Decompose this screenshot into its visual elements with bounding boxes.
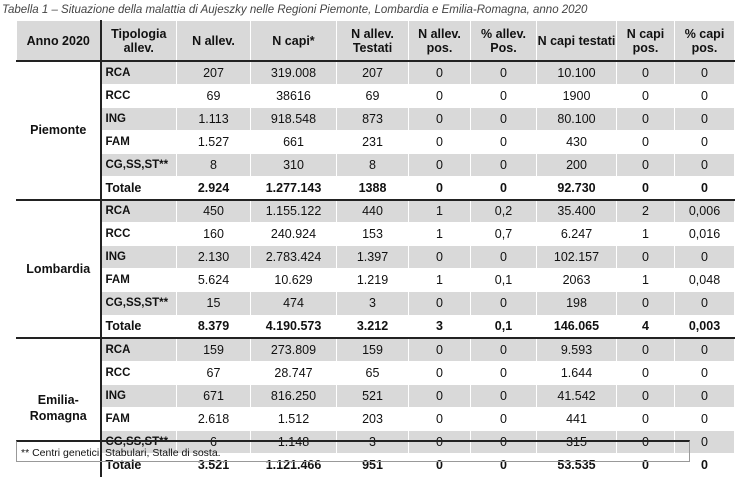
header-cell: % allev. Pos. [471, 21, 537, 62]
value-cell: 2.130 [177, 246, 251, 269]
value-cell: 310 [251, 153, 337, 176]
value-cell: 0 [675, 338, 735, 361]
header-cell: N allev. Testati [337, 21, 409, 62]
value-cell: 1.277.143 [251, 176, 337, 199]
value-cell: 3 [409, 315, 471, 338]
value-cell: 0 [471, 454, 537, 477]
value-cell: 0 [617, 84, 675, 107]
value-cell: 0 [617, 361, 675, 384]
value-cell: 0 [409, 407, 471, 430]
value-cell: 198 [537, 292, 617, 315]
value-cell: 671 [177, 384, 251, 407]
value-cell: 0 [617, 431, 675, 454]
value-cell: 951 [337, 454, 409, 477]
type-cell: RCA [101, 338, 177, 361]
type-cell: RCC [101, 361, 177, 384]
value-cell: 69 [337, 84, 409, 107]
table-row [17, 176, 735, 199]
value-cell: 0,1 [471, 269, 537, 292]
region-name: Lombardia [17, 200, 101, 339]
header-cell: N capi pos. [617, 21, 675, 62]
value-cell: 240.924 [251, 223, 337, 246]
value-cell: 0 [617, 61, 675, 84]
value-cell: 1.397 [337, 246, 409, 269]
header-cell: N capi testati [537, 21, 617, 62]
type-cell: CG,SS,ST** [101, 153, 177, 176]
type-cell: FAM [101, 130, 177, 153]
table-row [17, 107, 735, 130]
value-cell: 203 [337, 407, 409, 430]
value-cell: 0 [617, 246, 675, 269]
value-cell: 0 [675, 107, 735, 130]
value-cell: 80.100 [537, 107, 617, 130]
value-cell: 2 [617, 200, 675, 223]
value-cell: 35.400 [537, 200, 617, 223]
value-cell: 102.157 [537, 246, 617, 269]
value-cell: 0,003 [675, 315, 735, 338]
value-cell: 0 [409, 176, 471, 199]
value-cell: 1 [409, 223, 471, 246]
value-cell: 0 [471, 176, 537, 199]
value-cell: 0 [409, 61, 471, 84]
value-cell: 2063 [537, 269, 617, 292]
value-cell: 0 [409, 431, 471, 454]
type-cell: Totale [101, 454, 177, 477]
value-cell: 4 [617, 315, 675, 338]
value-cell: 0 [675, 61, 735, 84]
value-cell: 10.100 [537, 61, 617, 84]
value-cell: 3.521 [177, 454, 251, 477]
table-body [17, 61, 735, 477]
value-cell: 0,006 [675, 200, 735, 223]
aujeszky-table [16, 20, 735, 477]
type-cell: CG,SS,ST** [101, 431, 177, 454]
type-cell: ING [101, 107, 177, 130]
value-cell: 231 [337, 130, 409, 153]
caption-label: Tabella 1 – [2, 4, 58, 16]
value-cell: 159 [337, 338, 409, 361]
value-cell: 0 [617, 407, 675, 430]
value-cell: 3.212 [337, 315, 409, 338]
header-cell: Tipologia allev. [101, 21, 177, 62]
value-cell: 67 [177, 361, 251, 384]
value-cell: 0 [409, 107, 471, 130]
type-cell: Totale [101, 315, 177, 338]
value-cell: 4.190.573 [251, 315, 337, 338]
header-cell: Anno 2020 [17, 21, 101, 62]
value-cell: 65 [337, 361, 409, 384]
value-cell: 38616 [251, 84, 337, 107]
table-row [17, 315, 735, 338]
value-cell: 1 [409, 269, 471, 292]
value-cell: 0 [409, 338, 471, 361]
value-cell: 0 [471, 246, 537, 269]
value-cell: 441 [537, 407, 617, 430]
value-cell: 0 [471, 84, 537, 107]
value-cell: 0 [471, 292, 537, 315]
value-cell: 0 [471, 407, 537, 430]
value-cell: 319.008 [251, 61, 337, 84]
table-caption [2, 4, 587, 16]
value-cell: 918.548 [251, 107, 337, 130]
value-cell: 69 [177, 84, 251, 107]
value-cell: 0 [409, 454, 471, 477]
value-cell: 0 [675, 384, 735, 407]
value-cell: 0,7 [471, 223, 537, 246]
value-cell: 0 [675, 84, 735, 107]
type-cell: CG,SS,ST** [101, 292, 177, 315]
header-cell: N allev. pos. [409, 21, 471, 62]
value-cell: 0 [471, 130, 537, 153]
value-cell: 0 [617, 454, 675, 477]
value-cell: 0 [409, 292, 471, 315]
value-cell: 15 [177, 292, 251, 315]
value-cell: 8.379 [177, 315, 251, 338]
type-cell: RCC [101, 84, 177, 107]
value-cell: 1.155.122 [251, 200, 337, 223]
table-row [17, 338, 735, 361]
value-cell: 1 [617, 269, 675, 292]
value-cell: 207 [337, 61, 409, 84]
value-cell: 273.809 [251, 338, 337, 361]
value-cell: 0 [409, 361, 471, 384]
table-row [17, 407, 735, 430]
header-cell: N allev. [177, 21, 251, 62]
value-cell: 1388 [337, 176, 409, 199]
value-cell: 2.618 [177, 407, 251, 430]
table-row [17, 130, 735, 153]
value-cell: 1.512 [251, 407, 337, 430]
type-cell: RCA [101, 200, 177, 223]
value-cell: 474 [251, 292, 337, 315]
value-cell: 0,1 [471, 315, 537, 338]
value-cell: 8 [337, 153, 409, 176]
header-cell: % capi pos. [675, 21, 735, 62]
region-name: Piemonte [17, 61, 101, 200]
value-cell: 10.629 [251, 269, 337, 292]
value-cell: 0 [617, 384, 675, 407]
table-row [17, 223, 735, 246]
value-cell: 3 [337, 431, 409, 454]
value-cell: 92.730 [537, 176, 617, 199]
table-row [17, 292, 735, 315]
value-cell: 41.542 [537, 384, 617, 407]
value-cell: 28.747 [251, 361, 337, 384]
value-cell: 0,048 [675, 269, 735, 292]
value-cell: 0 [471, 61, 537, 84]
value-cell: 0 [675, 361, 735, 384]
value-cell: 0 [471, 153, 537, 176]
table-row [17, 246, 735, 269]
value-cell: 3 [337, 292, 409, 315]
value-cell: 0 [675, 153, 735, 176]
value-cell: 0 [409, 384, 471, 407]
value-cell: 1.148 [251, 431, 337, 454]
value-cell: 9.593 [537, 338, 617, 361]
value-cell: 6.247 [537, 223, 617, 246]
table-row [17, 384, 735, 407]
table-row [17, 84, 735, 107]
value-cell: 0 [471, 338, 537, 361]
value-cell: 1.644 [537, 361, 617, 384]
value-cell: 146.065 [537, 315, 617, 338]
value-cell: 1 [409, 200, 471, 223]
type-cell: ING [101, 246, 177, 269]
table-row [17, 361, 735, 384]
value-cell: 1900 [537, 84, 617, 107]
value-cell: 430 [537, 130, 617, 153]
value-cell: 159 [177, 338, 251, 361]
type-cell: RCC [101, 223, 177, 246]
value-cell: 153 [337, 223, 409, 246]
value-cell: 0 [675, 407, 735, 430]
value-cell: 2.924 [177, 176, 251, 199]
value-cell: 8 [177, 153, 251, 176]
value-cell: 1.121.466 [251, 454, 337, 477]
value-cell: 1 [617, 223, 675, 246]
value-cell: 450 [177, 200, 251, 223]
value-cell: 0 [409, 246, 471, 269]
value-cell: 0 [471, 361, 537, 384]
value-cell: 873 [337, 107, 409, 130]
value-cell: 1.219 [337, 269, 409, 292]
table-row [17, 200, 735, 223]
value-cell: 0 [617, 130, 675, 153]
value-cell: 0 [471, 384, 537, 407]
value-cell: 0 [617, 153, 675, 176]
value-cell: 160 [177, 223, 251, 246]
header-row [17, 21, 735, 62]
value-cell: 0 [675, 454, 735, 477]
value-cell: 0,016 [675, 223, 735, 246]
type-cell: RCA [101, 61, 177, 84]
caption-text: Situazione della malattia di Aujeszky nelle Regioni Piemonte, Lombardia e Emilia-Romagna, anno 2020 [61, 4, 588, 16]
value-cell: 0 [675, 130, 735, 153]
value-cell: 0 [617, 107, 675, 130]
table-row [17, 153, 735, 176]
value-cell: 521 [337, 384, 409, 407]
value-cell: 1.113 [177, 107, 251, 130]
value-cell: 0 [409, 84, 471, 107]
header-cell: N capi* [251, 21, 337, 62]
value-cell: 0 [617, 176, 675, 199]
value-cell: 0 [675, 431, 735, 454]
type-cell: FAM [101, 269, 177, 292]
value-cell: 0 [617, 338, 675, 361]
value-cell: 2.783.424 [251, 246, 337, 269]
value-cell: 1.527 [177, 130, 251, 153]
value-cell: 5.624 [177, 269, 251, 292]
value-cell: 816.250 [251, 384, 337, 407]
value-cell: 0 [471, 431, 537, 454]
value-cell: 440 [337, 200, 409, 223]
footnote: ** Centri genetici, Stabulari, Stalle di sosta. [16, 440, 690, 462]
value-cell: 0 [675, 176, 735, 199]
value-cell: 53.535 [537, 454, 617, 477]
type-cell: FAM [101, 407, 177, 430]
value-cell: 207 [177, 61, 251, 84]
value-cell: 200 [537, 153, 617, 176]
value-cell: 315 [537, 431, 617, 454]
value-cell: 0 [409, 153, 471, 176]
value-cell: 661 [251, 130, 337, 153]
table-row [17, 269, 735, 292]
value-cell: 0 [409, 130, 471, 153]
table-row [17, 61, 735, 84]
value-cell: 0 [675, 246, 735, 269]
type-cell: ING [101, 384, 177, 407]
value-cell: 0 [617, 292, 675, 315]
region-name: Emilia-Romagna [17, 338, 101, 477]
type-cell: Totale [101, 176, 177, 199]
value-cell: 6 [177, 431, 251, 454]
value-cell: 0 [675, 292, 735, 315]
value-cell: 0,2 [471, 200, 537, 223]
value-cell: 0 [471, 107, 537, 130]
